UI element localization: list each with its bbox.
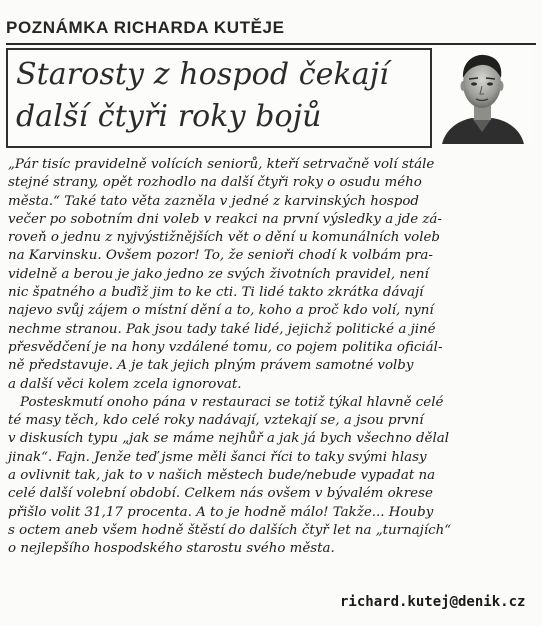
body-line: přišlo volit 31,17 procenta. A to je hodně málo! Takže... Houby (8, 504, 434, 520)
body-line: Posteskmutí onoho pána v restauraci se totiž týkal hlavně celé (20, 394, 444, 410)
body-line: ně představuje. A je tak jejich plným právem samotné volby (8, 358, 414, 374)
body-line: a ovlivnit tak, jak to v našich městech bude/nebude vypadat na (8, 468, 436, 484)
body-line: o nejlepšího hospodského starostu svého města. (8, 541, 335, 557)
article-body (8, 156, 536, 559)
body-line: „Pár tisíc pravidelně volících seniorů, kteří setrvačně volí stále (8, 157, 435, 172)
body-line: nic špatného a buďiž jim to ke cti. Ti lidé takto zkrátka dávají (8, 285, 424, 301)
headline-line-1: Starosty z hospod čekají (16, 57, 389, 92)
author-portrait (432, 48, 532, 144)
body-line: přesvědčení je na hony vzdálené tomu, co pojem politika oficiál- (8, 339, 443, 355)
body-line: nechme stranou. Pak jsou tady také lidé, jejichž politické a jiné (8, 321, 436, 337)
body-line: města.“ Také tato věta zazněla v jedné z karvinských hospod (8, 193, 419, 209)
body-line: jinak“. Fajn. Jenže teď jsme měli šanci říci to taky svými hlasy (8, 449, 427, 465)
headline-box (6, 48, 432, 148)
body-line: a další věci kolem zcela ignorovat. (8, 376, 242, 392)
body-line: najevo svůj zájem o místní dění a to, koho a proč kdo volí, nyní (8, 303, 434, 319)
body-line: té masy těch, kdo celé roky nadávají, vztekají se, a jsou první (8, 413, 424, 429)
author-photo-icon (432, 48, 532, 144)
body-line: s octem aneb všem hodně štěstí do dalších čtyř let na „turnajích“ (8, 522, 452, 538)
body-line: na Karvinsku. Ovšem pozor! To, že senioři chodí k volbám pra- (8, 248, 433, 264)
kicker-divider (6, 43, 536, 45)
body-line: v diskusích typu „jak se máme nejhůř a jak já bych všechno dělal (8, 431, 450, 447)
body-line: videlně a berou je jako jedno ze svých životních pravidel, není (8, 266, 429, 282)
headline (16, 54, 426, 138)
headline-line-2: další čtyři roky bojů (16, 99, 322, 134)
author-email[interactable]: richard.kutej@denik.cz (340, 594, 526, 610)
body-line: celé další volební období. Celkem nás ovšem v bývalém okrese (8, 486, 433, 502)
body-line: stejné strany, opět rozhodlo na další čtyři roky o osudu mého (8, 175, 422, 191)
column-kicker: POZNÁMKA RICHARDA KUTĚJE (6, 18, 285, 37)
body-line: roveň o jednu z nyjvýstižnějších vět o dění u komunálních voleb (8, 230, 440, 246)
body-line: večer po sobotním dni voleb v reakci na první výsledky a jde zá- (8, 211, 442, 227)
